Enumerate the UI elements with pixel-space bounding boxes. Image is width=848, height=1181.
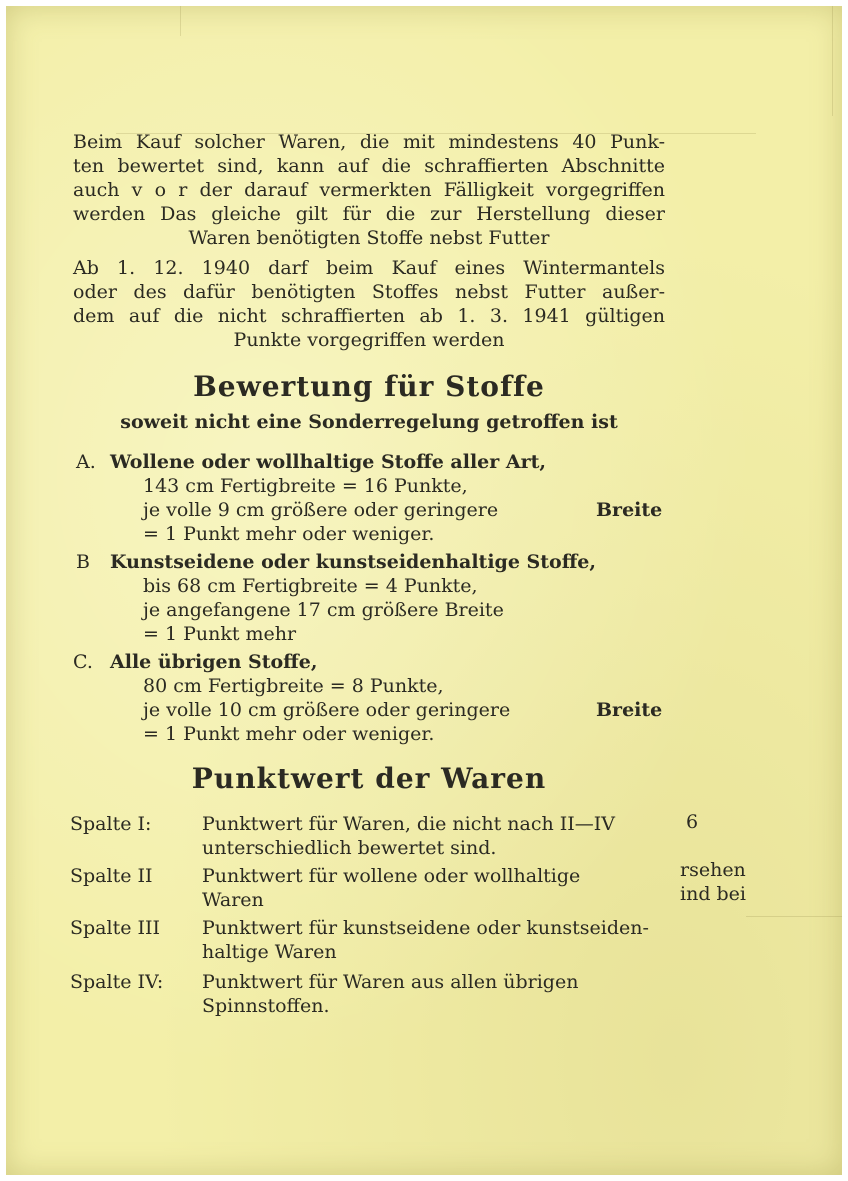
group-c-title: Alle übrigen Stoffe, [110, 651, 318, 673]
spalte-4-label: Spalte IV: [70, 971, 164, 993]
spalte-1-line-1: Punktwert für Waren, die nicht nach II—IV [202, 813, 616, 835]
spalte-3-line-1: Punktwert für kunstseidene oder kunstseiden- [202, 917, 649, 939]
spalte-3-line-2: haltige Waren [202, 941, 337, 963]
intro-line-1: Beim Kauf solcher Waren, die mit mindestens 40 Punk- [73, 131, 665, 153]
winter-line-4: Punkte vorgegriffen werden [233, 329, 505, 351]
winter-line-1: Ab 1. 12. 1940 darf beim Kauf eines Wintermantels [73, 257, 665, 279]
group-b-line-2: je angefangene 17 cm größere Breite [143, 599, 504, 621]
winter-line-2: oder des dafür benötigten Stoffes nebst Futter außer- [73, 281, 665, 303]
intro-line-2: ten bewertet sind, kann auf die schraffierten Abschnitte [73, 155, 665, 177]
spalte-2-label: Spalte II [70, 865, 153, 887]
fold-line-vertical [180, 6, 181, 36]
group-b-title: Kunstseidene oder kunstseidenhaltige Stoffe, [110, 551, 597, 573]
bewertung-subheading: soweit nicht eine Sonderregelung getroffen ist [120, 411, 618, 433]
group-c-line-3: = 1 Punkt mehr oder weniger. [143, 723, 435, 745]
group-a-extra: Breite [596, 499, 663, 521]
group-a-line-2: je volle 9 cm größere oder geringere [143, 499, 499, 521]
group-b-line-1: bis 68 cm Fertigbreite = 4 Punkte, [143, 575, 478, 597]
spalte-1-label: Spalte I: [70, 813, 152, 835]
group-a-label: A. [76, 451, 96, 473]
spalte-3-label: Spalte III [70, 917, 161, 939]
winter-line-3: dem auf die nicht schraffierten ab 1. 3. 1941 gültigen [73, 305, 665, 327]
fragment-rsehen: rsehen [680, 859, 746, 881]
spalte-4-line-1: Punktwert für Waren aus allen übrigen [202, 971, 579, 993]
group-c-line-1: 80 cm Fertigbreite = 8 Punkte, [143, 675, 444, 697]
punktwert-heading: Punktwert der Waren [191, 762, 547, 795]
fold-line-right [832, 6, 833, 116]
intro-line-4: werden Das gleiche gilt für die zur Herstellung dieser [73, 203, 665, 225]
group-a-line-1: 143 cm Fertigbreite = 16 Punkte, [143, 475, 468, 497]
group-c-extra: Breite [596, 699, 663, 721]
bewertung-heading: Bewertung für Stoffe [193, 370, 545, 403]
fold-line-middle [746, 916, 842, 917]
spalte-2-line-2: Waren [202, 889, 264, 911]
fragment-ind-bei: ind bei [680, 883, 746, 905]
spalte-4-line-2: Spinnstoffen. [202, 995, 330, 1017]
spalte-2-line-1: Punktwert für wollene oder wollhaltige [202, 865, 581, 887]
intro-line-3: auch v o r der darauf vermerkten Fälligkeit vorgegriffen [73, 179, 665, 201]
group-c-label: C. [73, 651, 93, 673]
group-a-line-3: = 1 Punkt mehr oder weniger. [143, 523, 435, 545]
group-b-label: B [76, 551, 90, 573]
spalte-1-line-2: unterschiedlich bewertet sind. [202, 837, 497, 859]
group-c-line-2: je volle 10 cm größere oder geringere [143, 699, 511, 721]
group-b-line-3: = 1 Punkt mehr [143, 623, 297, 645]
fragment-6: 6 [686, 811, 699, 833]
group-a-title: Wollene oder wollhaltige Stoffe aller Art, [110, 451, 547, 473]
intro-line-5: Waren benötigten Stoffe nebst Futter [188, 227, 550, 249]
